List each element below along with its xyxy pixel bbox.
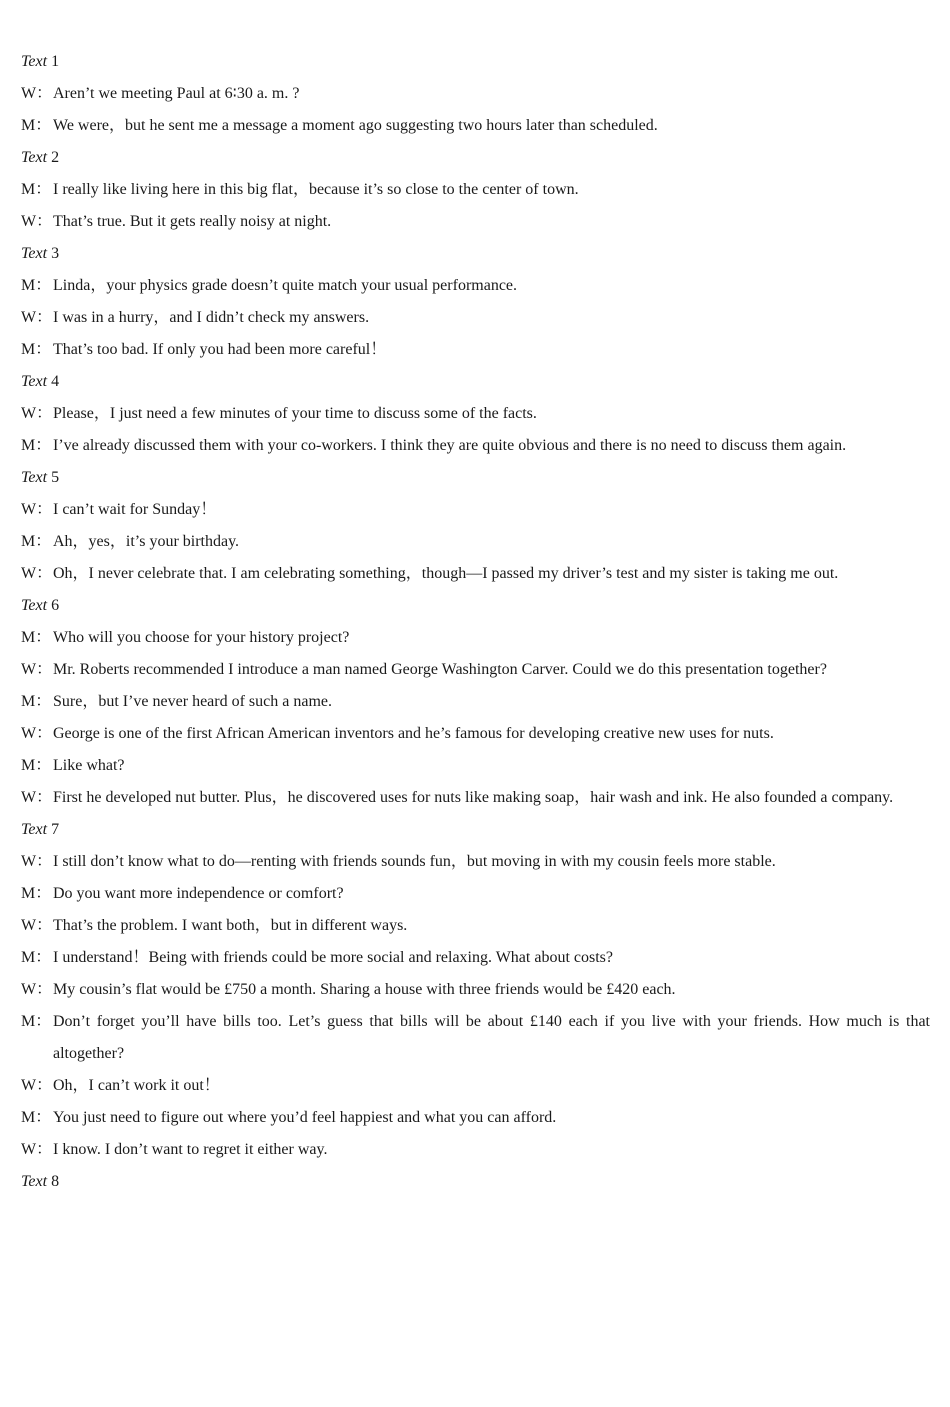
dialogue-text: First he developed nut butter. Plus，he discovered uses for nuts like making soap，hair wash and ink. He also founded a company. xyxy=(53,789,894,806)
dialogue-line xyxy=(0,942,950,974)
dialogue-line xyxy=(0,430,950,462)
dialogue-line xyxy=(0,782,950,814)
dialogue-line xyxy=(0,526,950,558)
section-heading-label: Text xyxy=(21,821,48,838)
dialogue-line xyxy=(0,558,950,590)
dialogue-text: That’s too bad. If only you had been more careful！ xyxy=(53,341,387,358)
dialogue-line xyxy=(0,1070,950,1102)
speaker-label: M： xyxy=(21,629,52,646)
dialogue-text: Mr. Roberts recommended I introduce a man named George Washington Carver. Could we do this presentation together? xyxy=(53,661,827,678)
dialogue-line xyxy=(0,878,950,910)
dialogue-text: Like what? xyxy=(53,757,125,774)
dialogue-text: I really like living here in this big flat，because it’s so close to the center of town. xyxy=(53,181,579,198)
dialogue-text: I’ve already discussed them with your co-workers. I think they are quite obvious and there is no need to discuss them again. xyxy=(53,437,847,454)
section-heading xyxy=(0,814,950,846)
dialogue-line xyxy=(0,1102,950,1134)
section-heading xyxy=(0,142,950,174)
dialogue-text: Ah，yes，it’s your birthday. xyxy=(53,533,240,550)
dialogue-text: Linda，your physics grade doesn’t quite match your usual performance. xyxy=(53,277,518,294)
dialogue-line xyxy=(0,686,950,718)
dialogue-line xyxy=(0,750,950,782)
speaker-label: M： xyxy=(21,437,52,454)
speaker-label: W： xyxy=(21,725,53,742)
section-heading-label: Text xyxy=(21,53,48,70)
dialogue-line xyxy=(0,974,950,1006)
dialogue-text: Don’t forget you’ll have bills too. Let’s guess that bills will be about £140 each if you live with your friends. How much is that altogether? xyxy=(53,1013,930,1062)
dialogue-text: We were，but he sent me a message a moment ago suggesting two hours later than scheduled. xyxy=(53,117,658,134)
section-heading xyxy=(0,590,950,622)
dialogue-line xyxy=(0,622,950,654)
dialogue-text: Oh，I never celebrate that. I am celebrating something，though—I passed my driver’s test and my sister is taking me out. xyxy=(53,565,839,582)
dialogue-line xyxy=(0,270,950,302)
section-heading-number: 2 xyxy=(51,149,60,166)
dialogue-text: That’s the problem. I want both，but in different ways. xyxy=(53,917,408,934)
speaker-label: W： xyxy=(21,853,53,870)
dialogue-text: I know. I don’t want to regret it either way. xyxy=(53,1141,328,1158)
speaker-label: W： xyxy=(21,501,53,518)
section-heading-label: Text xyxy=(21,149,48,166)
section-heading-number: 7 xyxy=(51,821,60,838)
dialogue-text: Sure，but I’ve never heard of such a name. xyxy=(53,693,333,710)
dialogue-line xyxy=(0,1134,950,1166)
speaker-label: W： xyxy=(21,309,53,326)
dialogue-text: Oh，I can’t work it out！ xyxy=(53,1077,220,1094)
section-heading-number: 6 xyxy=(51,597,60,614)
section-heading xyxy=(0,238,950,270)
speaker-label: M： xyxy=(21,341,52,358)
section-heading-label: Text xyxy=(21,1173,48,1190)
dialogue-text: You just need to figure out where you’d feel happiest and what you can afford. xyxy=(53,1109,557,1126)
dialogue-line xyxy=(0,174,950,206)
speaker-label: W： xyxy=(21,565,53,582)
dialogue-text: That’s true. But it gets really noisy at night. xyxy=(53,213,332,230)
section-heading xyxy=(0,366,950,398)
section-heading-number: 3 xyxy=(51,245,60,262)
speaker-label: W： xyxy=(21,789,53,806)
dialogue-line xyxy=(0,846,950,878)
dialogue-line xyxy=(0,78,950,110)
speaker-label: M： xyxy=(21,885,52,902)
section-heading-number: 4 xyxy=(51,373,60,390)
dialogue-line xyxy=(0,1006,950,1070)
speaker-label: M： xyxy=(21,757,52,774)
section-heading xyxy=(0,462,950,494)
section-heading-label: Text xyxy=(21,245,48,262)
section-heading-number: 5 xyxy=(51,469,60,486)
speaker-label: M： xyxy=(21,533,52,550)
section-heading xyxy=(0,1166,950,1198)
dialogue-line xyxy=(0,910,950,942)
dialogue-line xyxy=(0,494,950,526)
dialogue-line xyxy=(0,302,950,334)
dialogue-text: I was in a hurry，and I didn’t check my answers. xyxy=(53,309,370,326)
section-heading-label: Text xyxy=(21,469,48,486)
dialogue-text: My cousin’s flat would be £750 a month. Sharing a house with three friends would be £420 each. xyxy=(53,981,676,998)
dialogue-text: Do you want more independence or comfort? xyxy=(53,885,344,902)
speaker-label: W： xyxy=(21,1141,53,1158)
section-heading-number: 8 xyxy=(51,1173,60,1190)
speaker-label: W： xyxy=(21,661,53,678)
speaker-label: W： xyxy=(21,917,53,934)
section-heading-label: Text xyxy=(21,373,48,390)
dialogue-text: I understand！Being with friends could be more social and relaxing. What about costs? xyxy=(53,949,613,966)
section-heading xyxy=(0,46,950,78)
speaker-label: M： xyxy=(21,949,52,966)
dialogue-text: Please，I just need a few minutes of your time to discuss some of the facts. xyxy=(53,405,537,422)
speaker-label: M： xyxy=(21,1109,52,1126)
dialogue-line xyxy=(0,334,950,366)
dialogue-line xyxy=(0,206,950,238)
speaker-label: M： xyxy=(21,181,52,198)
dialogue-text: I can’t wait for Sunday！ xyxy=(53,501,217,518)
dialogue-text: Who will you choose for your history project? xyxy=(53,629,350,646)
dialogue-text: George is one of the first African American inventors and he’s famous for developing creative new uses for nuts. xyxy=(53,725,774,742)
dialogue-text: I still don’t know what to do—renting with friends sounds fun，but moving in with my cousin feels more stable. xyxy=(53,853,776,870)
speaker-label: W： xyxy=(21,213,53,230)
section-heading-label: Text xyxy=(21,597,48,614)
speaker-label: W： xyxy=(21,405,53,422)
dialogue-line xyxy=(0,718,950,750)
speaker-label: W： xyxy=(21,981,53,998)
transcript-document xyxy=(0,46,950,1198)
dialogue-line xyxy=(0,654,950,686)
speaker-label: W： xyxy=(21,1077,53,1094)
dialogue-line xyxy=(0,398,950,430)
speaker-label: M： xyxy=(21,117,52,134)
dialogue-line xyxy=(0,110,950,142)
speaker-label: M： xyxy=(21,277,52,294)
speaker-label: W： xyxy=(21,85,53,102)
speaker-label: M： xyxy=(21,693,52,710)
dialogue-text: Aren’t we meeting Paul at 6∶30 a. m. ? xyxy=(53,85,300,102)
speaker-label: M： xyxy=(21,1013,52,1030)
section-heading-number: 1 xyxy=(51,53,60,70)
